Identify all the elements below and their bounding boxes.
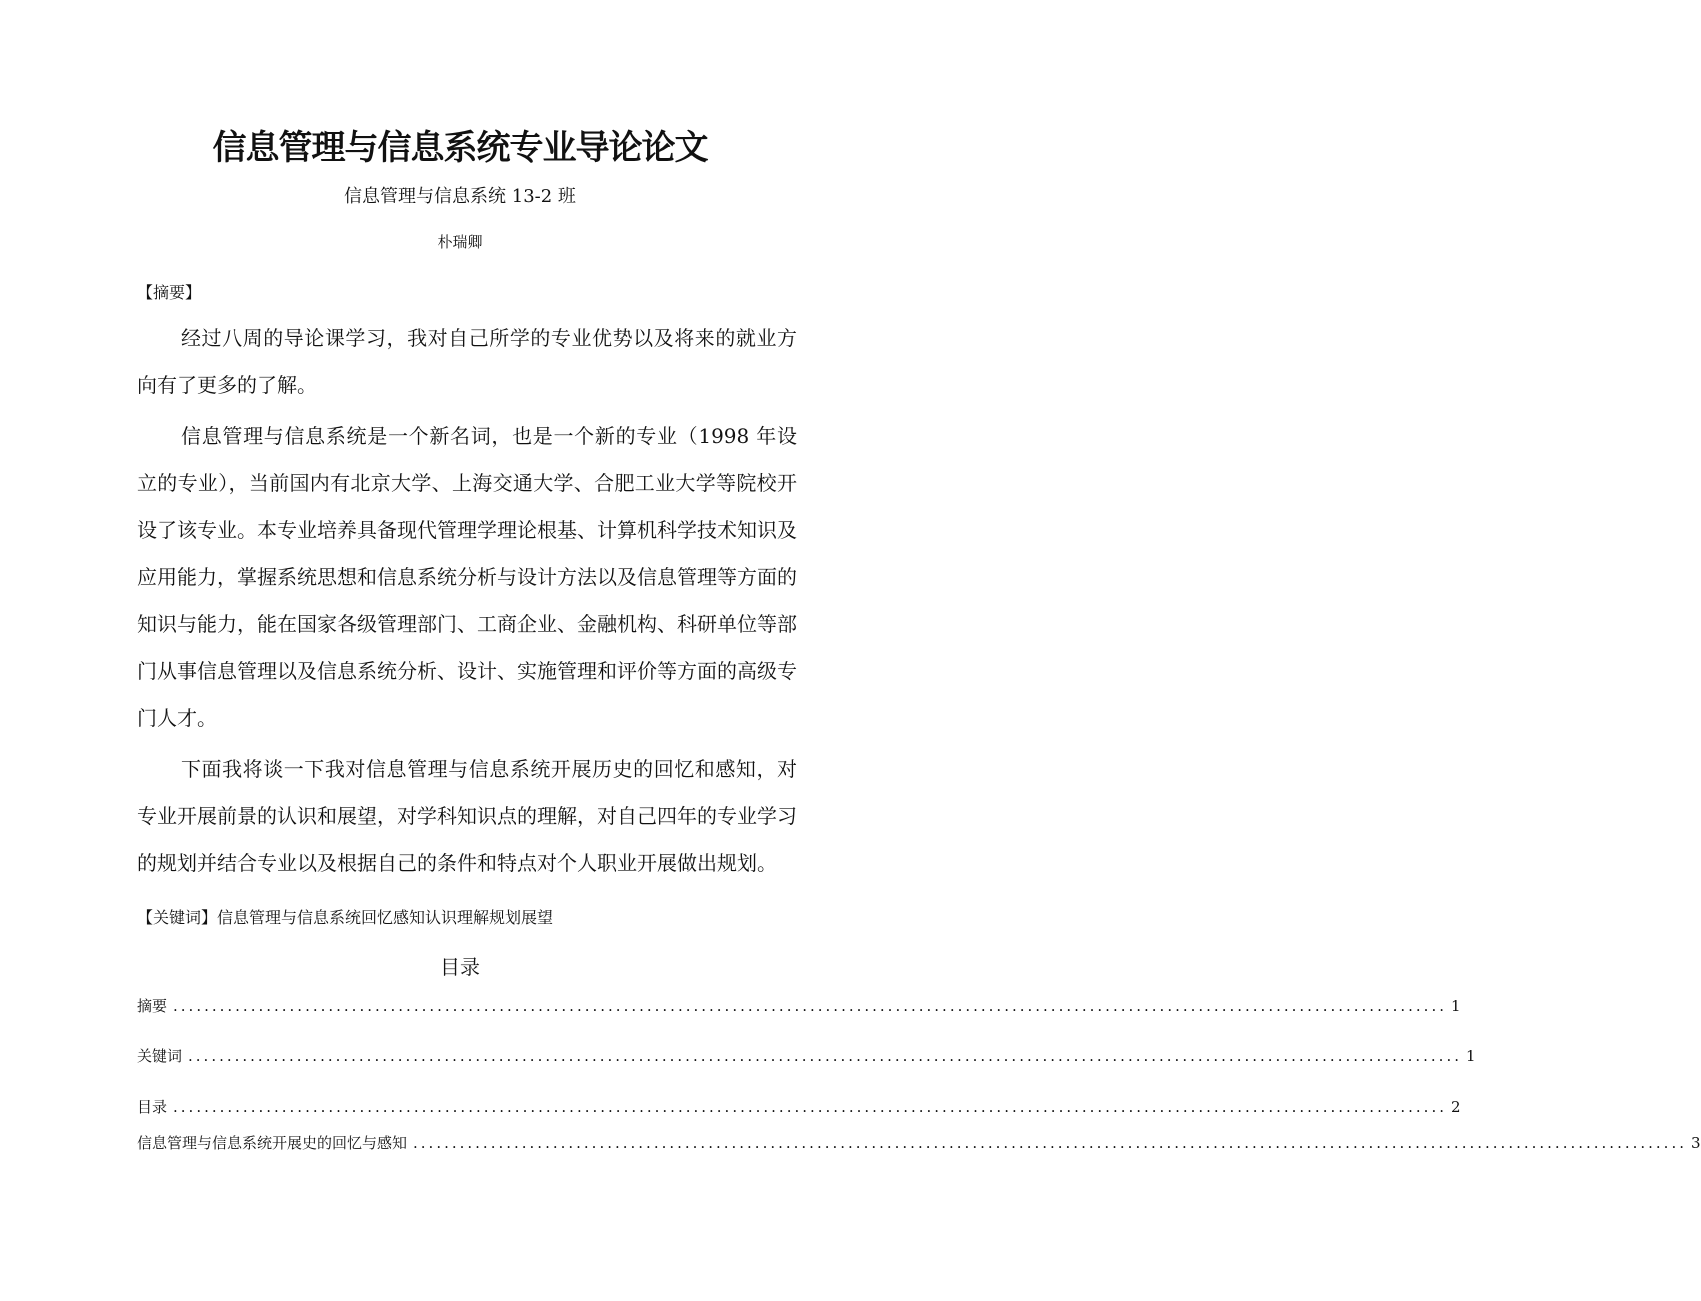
toc-leader-dots: .................................................................................................................................................................... <box>413 1134 1687 1152</box>
toc-entry[interactable] <box>137 1096 1461 1118</box>
toc-entry[interactable] <box>137 995 1461 1017</box>
toc-entry[interactable] <box>137 1132 1701 1154</box>
document-title: 信息管理与信息系统专业导论论文 <box>212 128 708 168</box>
toc-entry-label: 信息管理与信息系统开展史的回忆与感知 <box>137 1134 408 1152</box>
toc-entry-label: 目录 <box>137 1098 168 1116</box>
document-subtitle: 信息管理与信息系统 13-2 班 <box>344 186 576 207</box>
abstract-paragraph-1: 经过八周的导论课学习，我对自己所学的专业优势以及将来的就业方向有了更多的了解。 <box>137 326 797 397</box>
abstract-heading: 【摘要】 <box>137 283 202 302</box>
toc-leader-dots: .................................................................................................................................................................... <box>173 1098 1447 1116</box>
toc-entry-label: 摘要 <box>137 997 168 1015</box>
toc-entry-page: 3 <box>1690 1134 1701 1152</box>
toc-entry-page: 2 <box>1450 1098 1461 1116</box>
toc-entry[interactable] <box>137 1045 1476 1067</box>
toc-entry-label: 关键词 <box>137 1047 183 1065</box>
keywords-line: 【关键词】信息管理与信息系统回忆感知认识理解规划展望 <box>137 908 554 927</box>
author-name: 朴瑞卿 <box>437 233 483 251</box>
toc-entry-page: 1 <box>1450 997 1461 1015</box>
abstract-paragraph-3: 下面我将谈一下我对信息管理与信息系统开展历史的回忆和感知，对专业开展前景的认识和展望，对学科知识点的理解，对自己四年的专业学习的规划并结合专业以及根据自己的条件和特点对个人职业开展做出规划。 <box>137 757 797 875</box>
abstract-paragraph-2: 信息管理与信息系统是一个新名词，也是一个新的专业（1998 年设立的专业），当前国内有北京大学、上海交通大学、合肥工业大学等院校开设了该专业。本专业培养具备现代管理学理论根基、计算机科学技术知识及应用能力，掌握系统思想和信息系统分析与设计方法以及信息管理等方面的知识与能力，能在国家各级管理部门、工商企业、金融机构、科研单位等部门从事信息管理以及信息系统分析、设计、实施管理和评价等方面的高级专门人才。 <box>137 424 797 730</box>
toc-heading: 目录 <box>440 955 480 979</box>
toc-leader-dots: .................................................................................................................................................................... <box>188 1047 1462 1065</box>
toc-leader-dots: .................................................................................................................................................................... <box>173 997 1447 1015</box>
toc-entry-page: 1 <box>1465 1047 1476 1065</box>
